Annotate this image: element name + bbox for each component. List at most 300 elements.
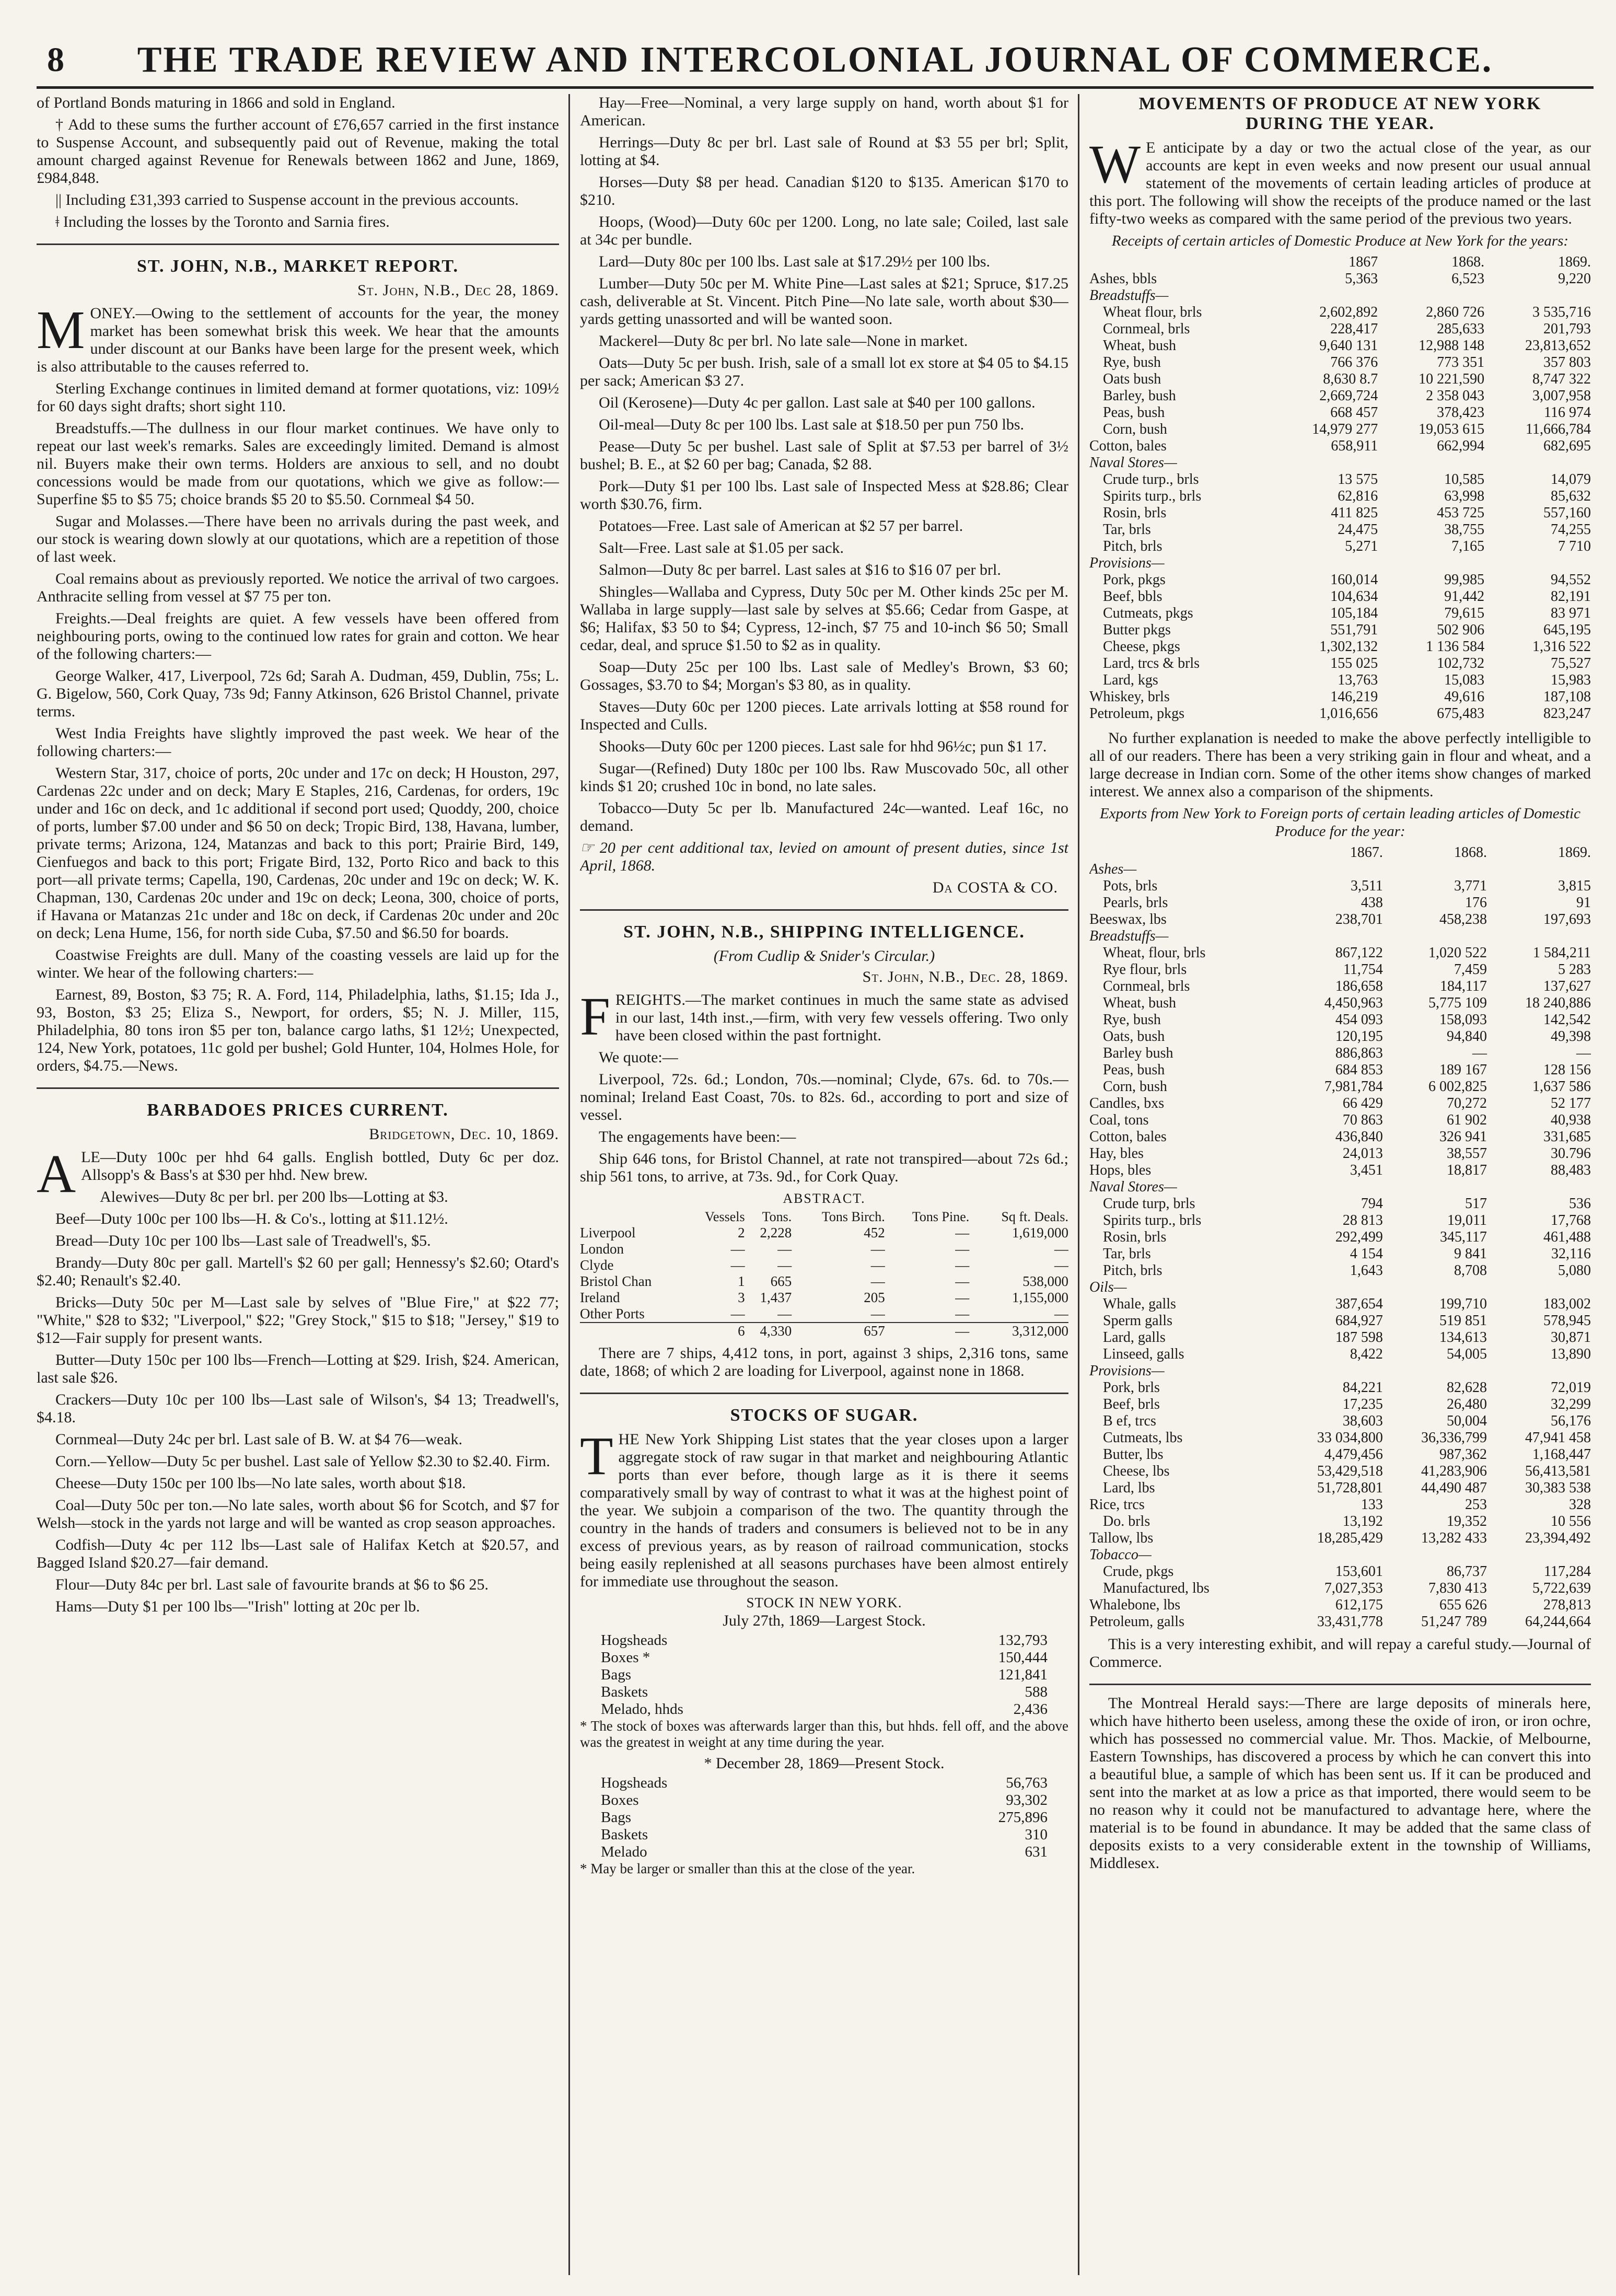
barbadoes-para: Crackers—Duty 10c per 100 lbs—Last sale of Wilson's, $4 13; Treadwell's, $4.18. [37, 1391, 559, 1426]
section-rule [1089, 1684, 1591, 1685]
produce-value: 23,813,652 [1525, 338, 1591, 354]
produce-value: 387,654 [1335, 1296, 1383, 1312]
produce-row [1089, 1079, 1591, 1095]
stock-value: 310 [1025, 1826, 1048, 1843]
produce-value [1383, 1179, 1487, 1196]
produce-value: 1,316 522 [1532, 639, 1591, 655]
barbadoes-para: Cornmeal—Duty 24c per brl. Last sale of B. W. at $4 76—weak. [55, 1431, 463, 1448]
produce-value: 4 154 [1350, 1246, 1383, 1262]
section-rule [37, 243, 559, 245]
produce-row [1089, 1413, 1591, 1430]
produce-value: 682,695 [1543, 438, 1591, 454]
shipping-para: We quote:— [599, 1049, 678, 1066]
produce-label: Peas, bush [1103, 404, 1165, 421]
produce-row [1089, 538, 1591, 555]
produce-value: 83 971 [1551, 605, 1591, 621]
produce-label: Butter pkgs [1103, 622, 1171, 638]
produce-value: 28 813 [1342, 1212, 1383, 1228]
column-divider [568, 94, 570, 2275]
barbadoes-para: Codfish—Duty 4c per 112 lbs—Last sale of Halifax Ketch at $20.57, and Bagged Island $20.27—fair demand. [37, 1536, 559, 1571]
shipping-dateline: St. John, N.B., Dec. 28, 1869. [862, 968, 1068, 985]
produce-value: 33 034,800 [1317, 1430, 1383, 1446]
produce-value: 82,628 [1446, 1379, 1487, 1396]
abstract-col-header: Tons Birch. [821, 1209, 885, 1224]
produce-row [1089, 321, 1591, 338]
produce-label: Beef, bbls [1103, 588, 1162, 605]
spacer-cell [1089, 844, 1279, 861]
produce-value: 38,557 [1446, 1145, 1487, 1162]
signature: Da COSTA & CO. [932, 879, 1058, 896]
produce-value: 253 [1464, 1497, 1487, 1513]
shipping-para: Ship 646 tons, for Bristol Channel, at rate not transpired—about 72s 6d.; ship 561 tons, to arrive, at 73s. 9d., for Cork Quay. [580, 1150, 1068, 1185]
produce-value: 668 457 [1330, 404, 1378, 421]
produce-value: 1,643 [1350, 1262, 1383, 1279]
produce-value: 2,860 726 [1426, 304, 1485, 320]
movements-intro: E anticipate by a day or two the actual close of the year, as our accounts are kept in even weeks and now present our usual annual statement of the movements of certain leading articles of produce at this port. The following will show the receipts of the produce named or the last fifty-two weeks as compared with the same period of the previous two years. [1089, 139, 1591, 227]
produce-value: 345,117 [1439, 1229, 1487, 1245]
produce-row [1089, 1196, 1591, 1212]
produce-row [1089, 354, 1591, 371]
produce-value: 105,184 [1330, 605, 1378, 621]
category-row [1089, 1279, 1591, 1296]
produce-row [1089, 371, 1591, 388]
produce-value: 187,108 [1543, 689, 1591, 705]
produce-row [1089, 705, 1591, 722]
produce-value: 44,490 487 [1421, 1480, 1487, 1496]
produce-label: Rosin, brls [1103, 1229, 1167, 1245]
abstract-cell: Clyde [580, 1257, 614, 1273]
abstract-cell: — [870, 1241, 885, 1257]
produce-label: Manufactured, lbs [1103, 1580, 1210, 1596]
abstract-cell [580, 1323, 686, 1339]
produce-row [1089, 655, 1591, 672]
produce-row [1089, 588, 1591, 605]
abstract-cell: 538,000 [1022, 1273, 1068, 1289]
produce-value: 153,601 [1335, 1563, 1383, 1580]
abstract-row [580, 1290, 1068, 1306]
produce-value: 1 584,211 [1533, 945, 1591, 961]
receipts-title: Receipts of certain articles of Domestic Produce at New York for the years: [1111, 233, 1569, 249]
price-entry: Shingles—Wallaba and Cypress, Duty 50c per M. Other kinds 25c per M. Wallaba in large supply—last sale by selves at $5.66; Cedar from Gaspe, at $6; Halifax, $3 50 to $4; Cypress, 12-inch, $7 75 and 10-inch $6 50; Small cedar, deal, and spruce $1.50 to $2 as in quality. [580, 583, 1068, 654]
barbadoes-para: Bread—Duty 10c per 100 lbs—Last sale of Treadwell's, $5. [55, 1232, 431, 1249]
produce-row [1089, 1513, 1591, 1530]
produce-value [1484, 455, 1591, 471]
produce-value: 867,122 [1335, 945, 1383, 961]
abstract-col-header [580, 1209, 686, 1225]
produce-value: 5 283 [1558, 961, 1591, 978]
produce-value: 85,632 [1551, 488, 1591, 504]
abstract-cell: — [730, 1306, 745, 1321]
produce-row [1089, 304, 1591, 321]
produce-value: 2,669,724 [1319, 388, 1378, 404]
produce-value [1378, 455, 1484, 471]
shipping-body [580, 987, 1068, 1186]
produce-value: 517 [1464, 1196, 1487, 1212]
produce-value: 292,499 [1335, 1229, 1383, 1245]
stock-value: 121,841 [998, 1666, 1048, 1683]
barbadoes-para: Cheese—Duty 150c per 100 lbs—No late sales, worth about $18. [55, 1475, 466, 1492]
produce-value: 24,475 [1338, 521, 1378, 538]
produce-value: 158,093 [1439, 1012, 1487, 1028]
produce-value [1487, 1179, 1591, 1196]
abstract-header-row [580, 1209, 1068, 1225]
stock-label: Baskets [601, 1684, 648, 1700]
produce-value: 56,413,581 [1525, 1463, 1591, 1479]
sugar-heading: STOCKS OF SUGAR. [730, 1406, 919, 1425]
produce-row [1089, 1045, 1591, 1062]
produce-label: Hay, bles [1089, 1145, 1144, 1162]
produce-value: 186,658 [1335, 978, 1383, 994]
produce-row [1089, 911, 1591, 928]
abstract-cell: 657 [864, 1323, 885, 1339]
produce-value: 54,005 [1446, 1346, 1487, 1362]
produce-label: Naval Stores— [1089, 1179, 1177, 1195]
produce-value [1383, 861, 1487, 878]
shipping-para: The engagements have been:— [599, 1128, 796, 1145]
produce-label: Cotton, bales [1089, 1129, 1167, 1145]
tax-note: ☞ 20 per cent additional tax, levied on amount of present duties, since 1st April, 1868. [580, 839, 1068, 874]
produce-row [1089, 672, 1591, 689]
barbadoes-para: Flour—Duty 84c per brl. Last sale of favourite brands at $6 to $6 25. [55, 1576, 489, 1593]
produce-value: 502 906 [1437, 622, 1485, 638]
produce-value: 7,027,353 [1324, 1580, 1383, 1596]
abstract-cell: — [1054, 1257, 1068, 1273]
produce-value: 9 841 [1454, 1246, 1487, 1262]
produce-label: Candles, bxs [1089, 1095, 1165, 1111]
abstract-row [580, 1241, 1068, 1257]
abstract-cell: 2,228 [760, 1225, 792, 1240]
produce-row [1089, 1614, 1591, 1630]
price-entry: Oil-meal—Duty 8c per 100 lbs. Last sale at $18.50 per pun 750 lbs. [599, 416, 1025, 433]
produce-value: 7,981,784 [1324, 1079, 1383, 1095]
produce-value [1279, 861, 1383, 878]
produce-value: 183,002 [1543, 1296, 1591, 1312]
produce-value: 6,523 [1451, 271, 1485, 287]
produce-label: Pitch, brls [1103, 538, 1162, 554]
produce-value: 18,817 [1446, 1162, 1487, 1178]
abstract-cell: London [580, 1241, 624, 1257]
produce-value: 70,272 [1446, 1095, 1487, 1111]
produce-label: Pork, pkgs [1103, 572, 1166, 588]
produce-row [1089, 605, 1591, 622]
produce-value: 41,283,906 [1421, 1463, 1487, 1479]
produce-value: 5,722,639 [1532, 1580, 1591, 1596]
produce-row [1089, 639, 1591, 655]
abstract-cell: 452 [864, 1225, 885, 1240]
market-para: West India Freights have slightly improved the past week. We hear of the following charters:— [37, 725, 559, 760]
produce-value: 79,615 [1444, 605, 1485, 621]
abstract-cell: 1,619,000 [1012, 1225, 1068, 1240]
produce-value: 1,020 522 [1428, 945, 1487, 961]
produce-value: 84,221 [1342, 1379, 1383, 1396]
produce-label: Pitch, brls [1103, 1262, 1162, 1279]
produce-value: 612,175 [1335, 1597, 1383, 1613]
column-middle [580, 94, 1068, 2280]
barbadoes-para: Hams—Duty $1 per 100 lbs—"Irish" lotting at 20c per lb. [55, 1598, 420, 1615]
price-entry: Lard—Duty 80c per 100 lbs. Last sale at $17.29½ per 100 lbs. [599, 253, 991, 270]
produce-value: 285,633 [1437, 321, 1485, 337]
produce-label: Cotton, bales [1089, 438, 1167, 454]
drop-cap: A [37, 1144, 76, 1204]
price-entry: Tobacco—Duty 5c per lb. Manufactured 24c—wanted. Leaf 16c, no demand. [580, 799, 1068, 834]
page-header [37, 29, 1594, 89]
produce-value: 411 825 [1331, 505, 1378, 521]
produce-row [1089, 1563, 1591, 1580]
price-entry: Sugar—(Refined) Duty 180c per 100 lbs. Raw Muscovado 50c, all other kinds $1 20; crushed 10c in bond, no late sales. [580, 760, 1068, 795]
produce-label: Lard, kgs [1103, 672, 1158, 688]
produce-row [1089, 945, 1591, 961]
category-row [1089, 861, 1591, 878]
middle-paragraph: No further explanation is needed to make the above perfectly intelligible to all of our readers. There has been a very striking gain in flour and wheat, and a large decrease in Indian corn. Some of the other items show changes of marked interest. We annex also a comparison of the shipments. [1089, 729, 1591, 800]
produce-value: 3 535,716 [1532, 304, 1591, 320]
stock-date-2: * December 28, 1869—Present Stock. [704, 1755, 945, 1772]
produce-value: 773 351 [1437, 354, 1485, 370]
barbadoes-para: Butter—Duty 150c per 100 lbs—French—Lotting at $29. Irish, $24. American, last sale $26. [37, 1351, 559, 1386]
produce-label: Whalebone, lbs [1089, 1597, 1181, 1613]
produce-row [1089, 471, 1591, 488]
abstract-title: ABSTRACT. [783, 1191, 866, 1206]
produce-value: 551,791 [1330, 622, 1378, 638]
year-header: 1867. [1350, 844, 1383, 861]
produce-row [1089, 1396, 1591, 1413]
produce-value: 14,979 277 [1312, 421, 1378, 437]
produce-value: 142,542 [1543, 1012, 1591, 1028]
produce-label: Rye flour, brls [1103, 961, 1187, 978]
produce-value: 15,983 [1551, 672, 1591, 688]
abstract-cell: Bristol Chan [580, 1273, 652, 1289]
abstract-cell: — [1054, 1241, 1068, 1257]
produce-value: 99,985 [1444, 572, 1485, 588]
abstract-col-header: Tons Pine. [912, 1209, 970, 1224]
produce-row [1089, 438, 1591, 455]
produce-label: Breadstuffs— [1089, 928, 1169, 944]
category-row [1089, 1363, 1591, 1379]
column-left [37, 94, 559, 2280]
produce-row [1089, 1062, 1591, 1079]
category-row [1089, 555, 1591, 572]
abstract-cell: Ireland [580, 1290, 620, 1305]
stock-label: Melado [601, 1843, 647, 1860]
stock-label: Hogsheads [601, 1775, 668, 1791]
abstract-cell: 2 [738, 1225, 745, 1240]
abstract-cell: Other Ports [580, 1306, 645, 1321]
produce-label: Wheat, flour, brls [1103, 945, 1206, 961]
produce-value: 228,417 [1330, 321, 1378, 337]
market-para: Western Star, 317, choice of ports, 20c under and 17c on deck; H Houston, 297, Cardenas 22c under and on deck; Mary E Staples, 216, Cardenas, for orders, 19c under and 16c on deck, and 1c additional if second port used; Quoddy, 200, choice of ports, lumber $7.00 under and $6 50 on deck; Tropic Bird, 138, Havana, lumber, private terms; Arizona, 124, Matanzas and back to this port; Prairie Bird, 149, Cienfuegos and back to this port; Frigate Bird, 132, Porto Rico and back to this port—all private terms; Capella, 190, Cardenas, 20c under and 19c on deck; W. K. Chapman, 130, Cardenas 20c under and 19c on deck; Leona, 300, choice of ports, if Havana or Matanzas 21c under and 18c on deck, if Cardenas 20c under and 20c on deck; Lena Hume, 156, for north side Cuba, $7.50 and $6.50 for boards. [37, 764, 559, 942]
abstract-cell: — [777, 1241, 792, 1257]
produce-value: 137,627 [1543, 978, 1591, 994]
produce-value: 557,160 [1543, 505, 1591, 521]
produce-value: 278,813 [1543, 1597, 1591, 1613]
stock-row [601, 1649, 1048, 1666]
produce-value: 146,219 [1330, 689, 1378, 705]
market-para: Coastwise Freights are dull. Many of the coasting vessels are laid up for the winter. We hear of the following charters:— [37, 946, 559, 981]
produce-value: 3,815 [1558, 878, 1591, 894]
price-entry: Salt—Free. Last sale at $1.05 per sack. [599, 539, 844, 556]
produce-value: 116 974 [1544, 404, 1591, 421]
produce-label: Do. brls [1103, 1513, 1150, 1529]
produce-row [1089, 1580, 1591, 1597]
produce-row [1089, 895, 1591, 911]
stock-value: 631 [1025, 1843, 1048, 1860]
stock-value: 150,444 [998, 1649, 1048, 1666]
produce-value [1279, 1547, 1383, 1563]
barbadoes-para: Coal—Duty 50c per ton.—No late sales, worth about $6 for Scotch, and $7 for Welsh—stock in the yards not large and will be wanted as crop season approaches. [37, 1497, 559, 1532]
produce-value: 886,863 [1335, 1045, 1383, 1061]
abstract-col-header: Sq ft. Deals. [1001, 1209, 1068, 1224]
price-entry: Shooks—Duty 60c per 1200 pieces. Last sale for hhd 96½c; pun $1 17. [599, 738, 1047, 755]
abstract-cell: — [870, 1273, 885, 1289]
produce-value: 7,165 [1451, 538, 1485, 554]
stock-value: 93,302 [1006, 1792, 1048, 1808]
drop-cap: F [580, 987, 610, 1047]
produce-value: 8,422 [1350, 1346, 1383, 1362]
produce-row [1089, 1497, 1591, 1513]
produce-label: Whale, galls [1103, 1296, 1176, 1312]
produce-value: 8,747 322 [1532, 371, 1591, 387]
produce-value [1271, 455, 1378, 471]
produce-value: 658,911 [1331, 438, 1378, 454]
produce-row [1089, 1095, 1591, 1112]
shipping-para: REIGHTS.—The market continues in much the same state as advised in our last, 14th inst.,—firm, with very few vessels offering. Two only have been closed within the past fortnight. [615, 991, 1068, 1044]
produce-label: Wheat flour, brls [1103, 304, 1202, 320]
produce-value: 30.796 [1551, 1145, 1591, 1162]
produce-value: 13,282 433 [1421, 1530, 1487, 1546]
barbadoes-para: Bricks—Duty 50c per M—Last sale by selves of "Blue Fire," at $22 77; "White," $28 to $32; "Liverpool," $22; "Grey Stock," $15 to $18; "Jersey," $19 to $12—Fair supply for present wants. [37, 1294, 559, 1347]
produce-label: Cutmeats, pkgs [1103, 605, 1193, 621]
produce-row [1089, 1145, 1591, 1162]
stock-row [601, 1684, 1048, 1701]
price-entry: Pease—Duty 5c per bushel. Last sale of Split at $7.53 per barrel of 3½ bushel; B. E., at $2 60 per bag; Canada, $2 88. [580, 438, 1068, 473]
produce-row [1089, 338, 1591, 354]
produce-label: Petroleum, galls [1089, 1614, 1184, 1630]
stock-label: Bags [601, 1666, 631, 1683]
produce-label: Crude turp, brls [1103, 1196, 1195, 1212]
produce-value: 70 863 [1342, 1112, 1383, 1128]
produce-label: Lard, lbs [1103, 1480, 1155, 1496]
stock-row [601, 1843, 1048, 1861]
produce-value: 187 598 [1335, 1329, 1383, 1346]
produce-value: 30,871 [1551, 1329, 1591, 1346]
stock-row [601, 1701, 1048, 1718]
produce-value: 7,830 413 [1428, 1580, 1487, 1596]
produce-row [1089, 689, 1591, 705]
produce-label: Butter, lbs [1103, 1446, 1164, 1463]
produce-row [1089, 572, 1591, 588]
produce-value: 461,488 [1543, 1229, 1591, 1245]
produce-label: Cornmeal, brls [1103, 978, 1190, 994]
abstract-cell: — [955, 1290, 970, 1305]
produce-value: 155 025 [1330, 655, 1378, 671]
produce-value: 72,019 [1551, 1379, 1591, 1396]
produce-label: Corn, bush [1103, 421, 1167, 437]
stock-date-1: July 27th, 1869—Largest Stock. [723, 1612, 926, 1629]
page-number: 8 [47, 41, 64, 79]
produce-value: 117,284 [1544, 1563, 1591, 1580]
produce-row [1089, 1446, 1591, 1463]
produce-row [1089, 388, 1591, 404]
produce-label: B ef, trcs [1103, 1413, 1156, 1429]
barbadoes-para: Corn.—Yellow—Duty 5c per bushel. Last sale of Yellow $2.30 to $2.40. Firm. [55, 1453, 550, 1470]
stock-row [601, 1666, 1048, 1684]
stock-list-december [580, 1775, 1068, 1861]
produce-value: 10,585 [1444, 471, 1485, 488]
price-entry: Salmon—Duty 8c per barrel. Last sales at $16 to $16 07 per brl. [599, 561, 1001, 578]
abstract-cell: — [730, 1257, 745, 1273]
produce-value: 120,195 [1335, 1028, 1383, 1045]
section-rule [37, 1087, 559, 1089]
produce-value: 10 556 [1551, 1513, 1591, 1529]
barbadoes-para: Alewives—Duty 8c per brl. per 200 lbs—Lotting at $3. [100, 1188, 448, 1205]
produce-value: 38,755 [1444, 521, 1485, 538]
produce-value: 13,890 [1551, 1346, 1591, 1362]
abstract-col-header: Vessels [705, 1209, 745, 1224]
category-row [1089, 455, 1591, 471]
produce-value: 133 [1361, 1497, 1383, 1513]
produce-value: 91,442 [1444, 588, 1485, 605]
produce-value: 184,117 [1439, 978, 1487, 994]
produce-value: 50,004 [1446, 1413, 1487, 1429]
produce-row [1089, 1212, 1591, 1229]
produce-value: 15,083 [1444, 672, 1485, 688]
produce-value: 134,613 [1439, 1329, 1487, 1346]
produce-row [1089, 995, 1591, 1012]
produce-value: 24,013 [1342, 1145, 1383, 1162]
produce-label: Rosin, brls [1103, 505, 1167, 521]
column-right [1089, 94, 1591, 2280]
receipts-year-row [1089, 254, 1591, 271]
produce-value: 32,116 [1551, 1246, 1591, 1262]
produce-value: 5,775 109 [1428, 995, 1487, 1011]
abstract-cell: — [870, 1306, 885, 1321]
produce-value: 64,244,664 [1525, 1614, 1591, 1630]
column-divider [1078, 94, 1079, 2275]
produce-value: 82,191 [1551, 588, 1591, 605]
abstract-cell: 665 [770, 1273, 792, 1289]
stock-label: Boxes [601, 1792, 639, 1808]
stock-value: 2,436 [1013, 1701, 1048, 1718]
produce-value: 38,603 [1342, 1413, 1383, 1429]
produce-label: Tar, brls [1103, 521, 1151, 538]
market-para: Sterling Exchange continues in limited demand at former quotations, viz: 109½ for 60 days sight drafts; short sight 110. [37, 380, 559, 415]
produce-value: 238,701 [1335, 911, 1383, 927]
produce-value: 3,511 [1350, 878, 1383, 894]
produce-value: 17,768 [1551, 1212, 1591, 1228]
exports-year-row [1089, 844, 1591, 861]
produce-value: 128 156 [1543, 1062, 1591, 1078]
abstract-cell: 6 [738, 1323, 745, 1339]
produce-value [1279, 1279, 1383, 1296]
stock-label: Bags [601, 1809, 631, 1826]
market-para: Breadstuffs.—The dullness in our flour market continues. We have only to repeat our last week's remarks. Sales are exceedingly limited. Demand is almost nil. Buyers make their own terms. Holders are anxious to sell, and no doubt concessions would be made from our quotations, which we give as follow:—Superfine $5 to $5 75; choice brands $5 20 to $5.50. Cornmeal $4 50. [37, 420, 559, 508]
produce-label: Breadstuffs— [1089, 287, 1169, 304]
produce-value: 328 [1569, 1497, 1591, 1513]
produce-value: 32,299 [1551, 1396, 1591, 1412]
produce-value: 13,763 [1338, 672, 1378, 688]
produce-value: 684,927 [1335, 1313, 1383, 1329]
abstract-table [580, 1209, 1068, 1339]
produce-value: 357 803 [1543, 354, 1591, 370]
produce-row [1089, 488, 1591, 505]
price-entry: Herrings—Duty 8c per brl. Last sale of Round at $3 55 per brl; Split, lotting at $4. [580, 134, 1068, 169]
produce-label: Provisions— [1089, 555, 1165, 571]
abstract-cell: 3 [738, 1290, 745, 1305]
produce-value: 5,080 [1558, 1262, 1591, 1279]
exports-table [1089, 844, 1591, 1630]
produce-value: 199,710 [1439, 1296, 1487, 1312]
produce-value: 684 853 [1335, 1062, 1383, 1078]
stjohn-market-heading: ST. JOHN, N.B., MARKET REPORT. [136, 257, 459, 276]
